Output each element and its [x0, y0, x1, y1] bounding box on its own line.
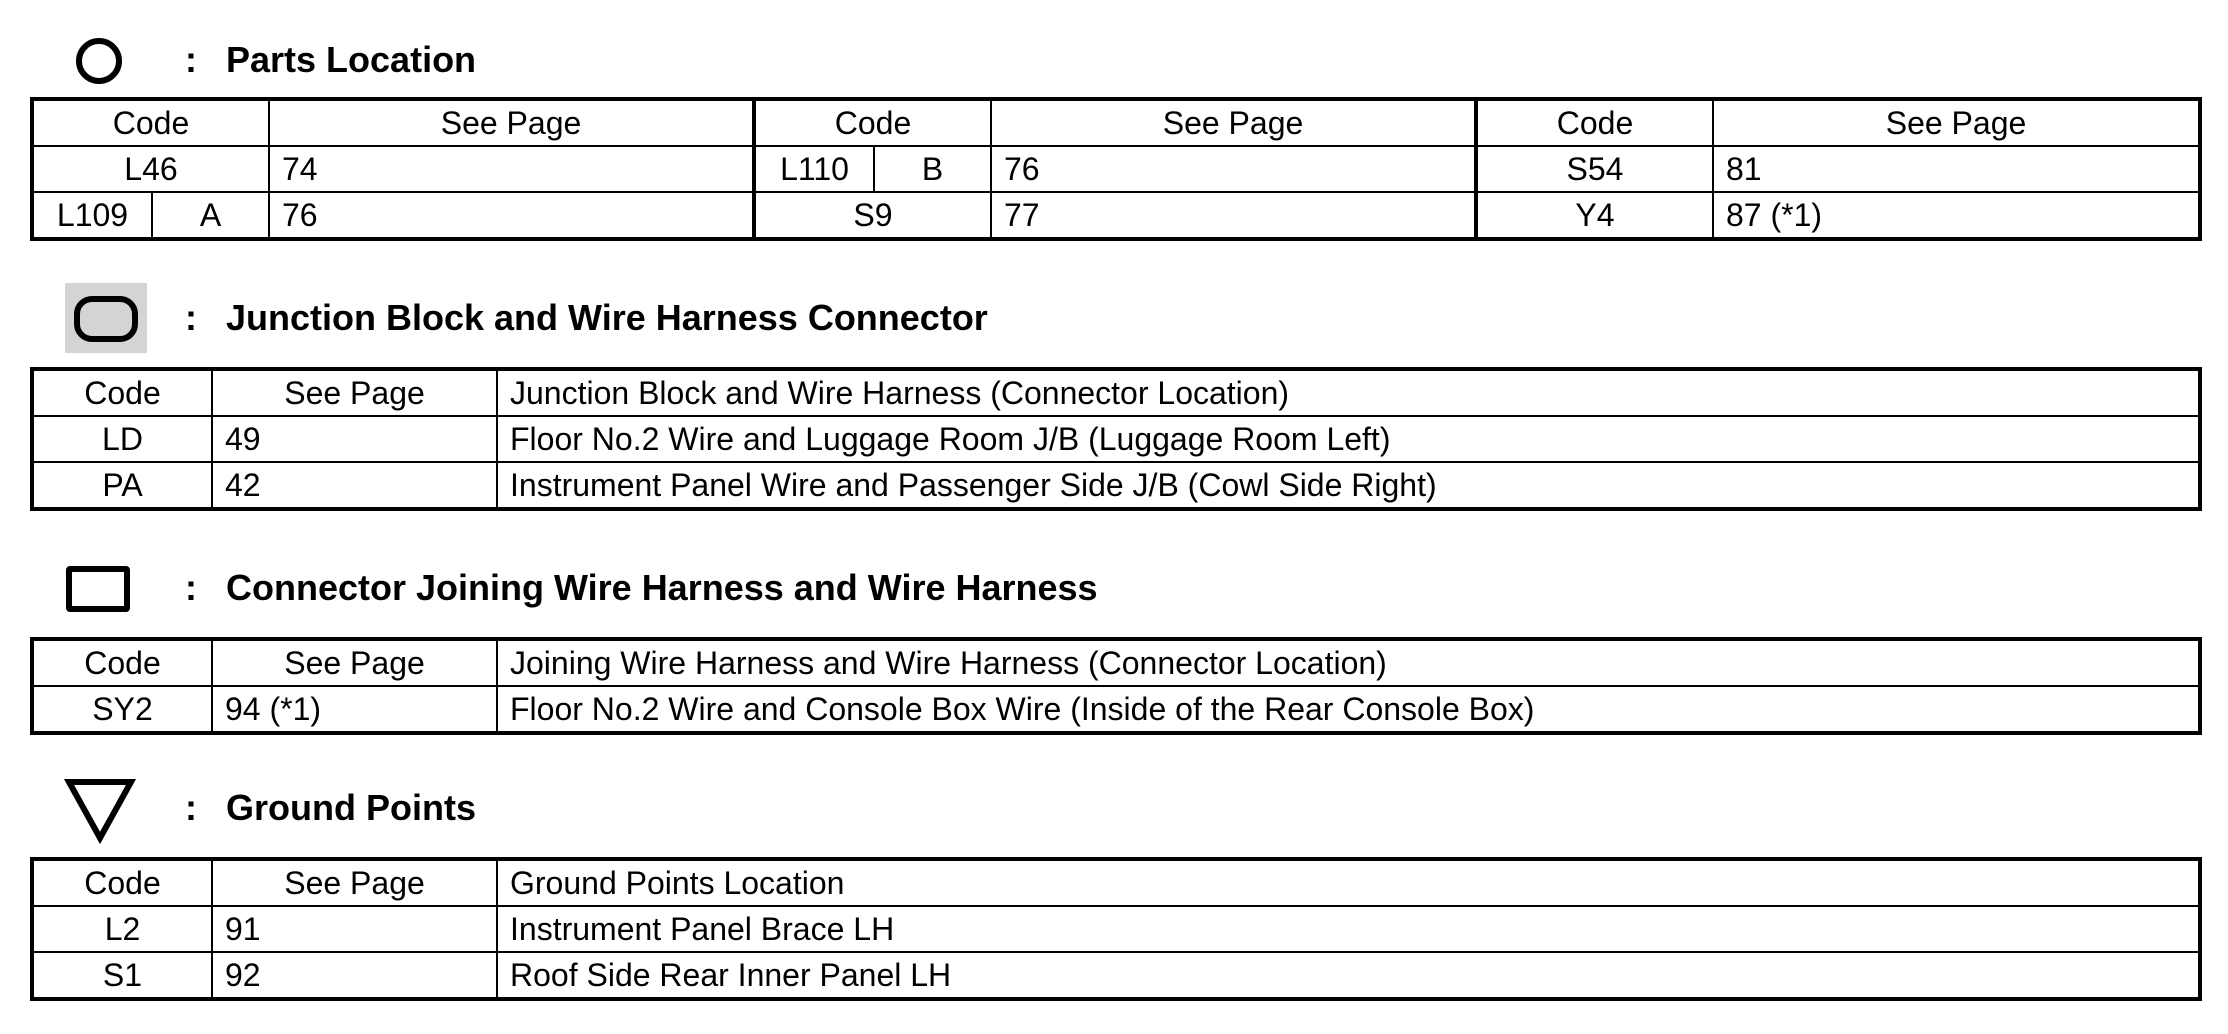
- section-title: Ground Points: [226, 787, 476, 828]
- page-cell: 91: [212, 906, 497, 952]
- junction-block-table: [30, 367, 2202, 511]
- header-colon: :: [185, 567, 197, 608]
- code-cell: S9: [754, 192, 991, 239]
- sub-code-cell: A: [152, 192, 269, 239]
- description-cell: Floor No.2 Wire and Luggage Room J/B (Luggage Room Left): [497, 416, 2200, 462]
- connector-joining-header: [0, 553, 2228, 623]
- code-cell: L109: [32, 192, 152, 239]
- see-page-header: See Page: [991, 99, 1476, 146]
- page-cell: 42: [212, 462, 497, 509]
- code-cell: SY2: [32, 686, 212, 733]
- page-cell: 92: [212, 952, 497, 999]
- code-header: Code: [754, 99, 991, 146]
- see-page-header: See Page: [1713, 99, 2200, 146]
- description-cell: Instrument Panel Brace LH: [497, 906, 2200, 952]
- table-header-row: [32, 99, 2200, 146]
- header-colon: :: [185, 787, 197, 828]
- junction-block-header: [0, 283, 2228, 353]
- table-row: [32, 192, 2200, 239]
- table-row: [32, 952, 2200, 999]
- ground-points-header: [0, 773, 2228, 843]
- page-cell: 74: [269, 146, 754, 192]
- code-header: Code: [1476, 99, 1713, 146]
- code-cell: L2: [32, 906, 212, 952]
- see-page-header: See Page: [212, 859, 497, 906]
- description-header: Joining Wire Harness and Wire Harness (Connector Location): [497, 639, 2200, 686]
- section-title: Junction Block and Wire Harness Connector: [226, 297, 988, 338]
- connector-joining-table: [30, 637, 2202, 735]
- table-row: [32, 906, 2200, 952]
- code-cell: S1: [32, 952, 212, 999]
- circle-icon: [74, 36, 124, 86]
- code-header: Code: [32, 859, 212, 906]
- table-row: [32, 416, 2200, 462]
- sub-code-cell: B: [874, 146, 991, 192]
- description-cell: Instrument Panel Wire and Passenger Side J/B (Cowl Side Right): [497, 462, 2200, 509]
- table-header-row: [32, 639, 2200, 686]
- section-title: Connector Joining Wire Harness and Wire Harness: [226, 567, 1098, 608]
- description-cell: Roof Side Rear Inner Panel LH: [497, 952, 2200, 999]
- code-header: Code: [32, 369, 212, 416]
- rectangle-icon: [66, 566, 130, 612]
- code-cell: PA: [32, 462, 212, 509]
- table-row: [32, 462, 2200, 509]
- code-header: Code: [32, 99, 269, 146]
- page-cell: 94 (*1): [212, 686, 497, 733]
- parts-location-table: [30, 97, 2202, 241]
- table-row: [32, 146, 2200, 192]
- page-cell: 87 (*1): [1713, 192, 2200, 239]
- code-cell: S54: [1476, 146, 1713, 192]
- page-cell: 76: [269, 192, 754, 239]
- code-cell: L110: [754, 146, 874, 192]
- page-cell: 49: [212, 416, 497, 462]
- parts-location-header: [0, 25, 2228, 95]
- table-header-row: [32, 369, 2200, 416]
- description-cell: Floor No.2 Wire and Console Box Wire (Inside of the Rear Console Box): [497, 686, 2200, 733]
- header-colon: :: [185, 297, 197, 338]
- page-cell: 81: [1713, 146, 2200, 192]
- ground-points-table: [30, 857, 2202, 1001]
- table-row: [32, 686, 2200, 733]
- header-colon: :: [185, 39, 197, 80]
- section-title: Parts Location: [226, 39, 477, 80]
- page-cell: 77: [991, 192, 1476, 239]
- code-cell: L46: [32, 146, 269, 192]
- code-cell: LD: [32, 416, 212, 462]
- triangle-down-icon: [64, 778, 136, 844]
- rounded-rectangle-icon: [65, 283, 147, 353]
- table-header-row: [32, 859, 2200, 906]
- page-cell: 76: [991, 146, 1476, 192]
- description-header: Junction Block and Wire Harness (Connector Location): [497, 369, 2200, 416]
- code-header: Code: [32, 639, 212, 686]
- see-page-header: See Page: [212, 639, 497, 686]
- code-cell: Y4: [1476, 192, 1713, 239]
- description-header: Ground Points Location: [497, 859, 2200, 906]
- see-page-header: See Page: [269, 99, 754, 146]
- see-page-header: See Page: [212, 369, 497, 416]
